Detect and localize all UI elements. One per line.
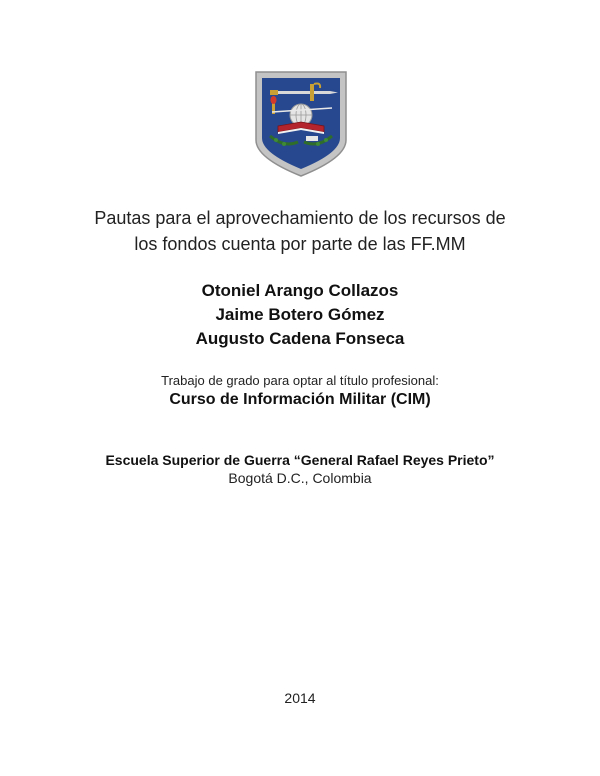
author-name: Otoniel Arango Collazos	[201, 281, 399, 300]
author-name: Jaime Botero Gómez	[215, 305, 385, 324]
title-line: los fondos cuenta por parte de las FF.MM	[134, 234, 466, 254]
publication-year: 2014	[284, 690, 316, 706]
course-name: Curso de Información Militar (CIM)	[169, 391, 431, 408]
title-line: Pautas para el aprovechamiento de los recursos de	[94, 208, 506, 228]
thesis-description: Trabajo de grado para optar al título profesional:	[161, 373, 439, 388]
document-title	[0, 205, 600, 257]
military-school-crest-icon	[254, 70, 348, 178]
author-list	[0, 279, 600, 351]
author-name: Augusto Cadena Fonseca	[195, 329, 405, 348]
school-name: Escuela Superior de Guerra “General Rafael Reyes Prieto”	[105, 452, 495, 468]
city-name: Bogotá D.C., Colombia	[228, 470, 372, 486]
